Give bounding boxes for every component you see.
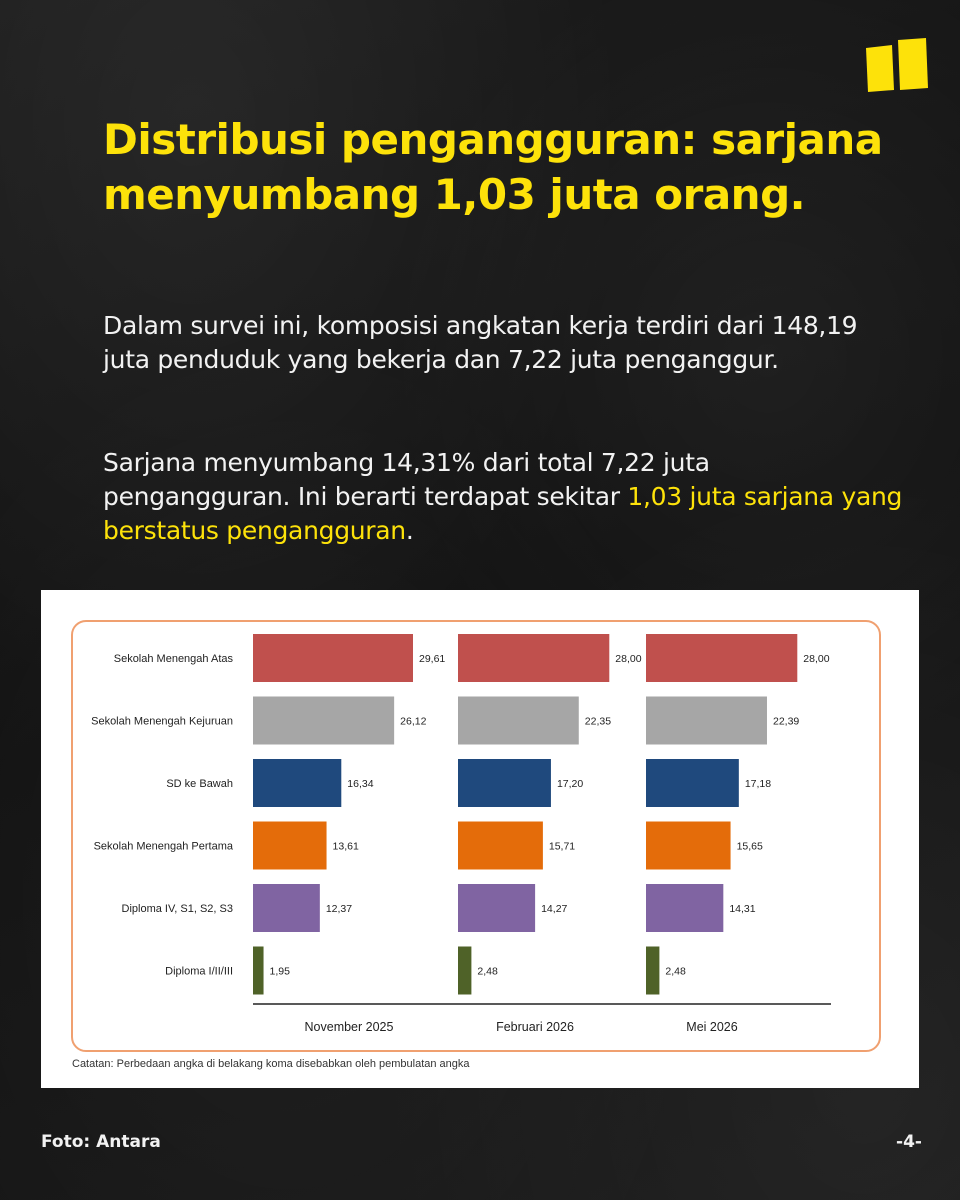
bar-value-label: 13,61 — [332, 840, 359, 853]
unemployment-bar-chart — [41, 590, 919, 1088]
bar — [646, 822, 731, 870]
bar-value-label: 14,31 — [729, 903, 756, 915]
bar-value-label: 22,39 — [772, 715, 800, 728]
bar-value-label: 15,65 — [736, 840, 763, 853]
bar — [458, 947, 471, 995]
bar — [458, 884, 535, 932]
bar — [253, 822, 327, 870]
photo-credit: Foto: Antara — [41, 1132, 161, 1152]
bar — [458, 697, 579, 745]
bar-value-label: 14,27 — [541, 903, 568, 915]
category-label: Sekolah Menengah Kejuruan — [91, 715, 233, 728]
bar — [458, 822, 543, 870]
category-label: SD ke Bawah — [166, 778, 233, 790]
bar — [253, 634, 413, 682]
bar — [646, 634, 797, 682]
chart-card — [41, 590, 919, 1088]
bar — [646, 759, 739, 807]
bar-value-label: 17,20 — [556, 778, 584, 790]
intro-paragraph: Dalam survei ini, komposisi angkatan kerja terdiri dari 148,19 juta penduduk yang bekerja dan 7,22 juta penganggur. — [103, 311, 858, 374]
bar — [646, 697, 767, 745]
highlighted-text: 1,03 juta sarjana yang berstatus pengangguran — [103, 482, 903, 545]
bar-value-label: 26,12 — [400, 715, 427, 728]
bar-value-label: 12,37 — [325, 903, 353, 915]
bar-value-label: 29,61 — [419, 653, 446, 665]
paragraph-end: . — [405, 516, 414, 545]
category-label: Diploma I/II/III — [165, 965, 233, 978]
bar-value-label: 17,18 — [744, 778, 772, 790]
bar-value-label: 22,35 — [584, 715, 612, 728]
bar-value-label: 2,48 — [665, 965, 686, 978]
bar-value-label: 28,00 — [803, 653, 830, 665]
bar — [253, 884, 320, 932]
bar — [646, 884, 723, 932]
page-title: Distribusi pengangguran: sarjana menyumbang 1,03 juta orang. — [103, 115, 883, 219]
brand-logo-icon — [862, 36, 958, 96]
bar-value-label: 28,00 — [615, 653, 642, 665]
highlight-paragraph — [103, 446, 903, 548]
bar — [458, 634, 609, 682]
bar-value-label: 15,71 — [548, 840, 576, 853]
bar — [253, 697, 394, 745]
bar-value-label: 16,34 — [347, 778, 374, 790]
bar — [646, 947, 659, 995]
paragraph-text: Sarjana menyumbang 14,31% dari total 7,22 juta pengangguran. Ini berarti terdapat sekitar — [103, 448, 710, 511]
category-label: Sekolah Menengah Pertama — [93, 840, 233, 853]
bar — [253, 947, 264, 995]
chart-note: Catatan: Perbedaan angka di belakang koma disebabkan oleh pembulatan angka — [72, 1058, 470, 1070]
series-label: November 2025 — [304, 1020, 394, 1034]
series-label: Februari 2026 — [496, 1020, 574, 1034]
series-label: Mei 2026 — [686, 1020, 738, 1034]
bar-value-label: 2,48 — [477, 965, 498, 978]
bar-value-label: 1,95 — [269, 965, 290, 978]
category-label: Sekolah Menengah Atas — [113, 653, 233, 665]
page-number: -4- — [896, 1132, 922, 1152]
category-label: Diploma IV, S1, S2, S3 — [121, 903, 233, 915]
bar — [458, 759, 551, 807]
bar — [253, 759, 341, 807]
